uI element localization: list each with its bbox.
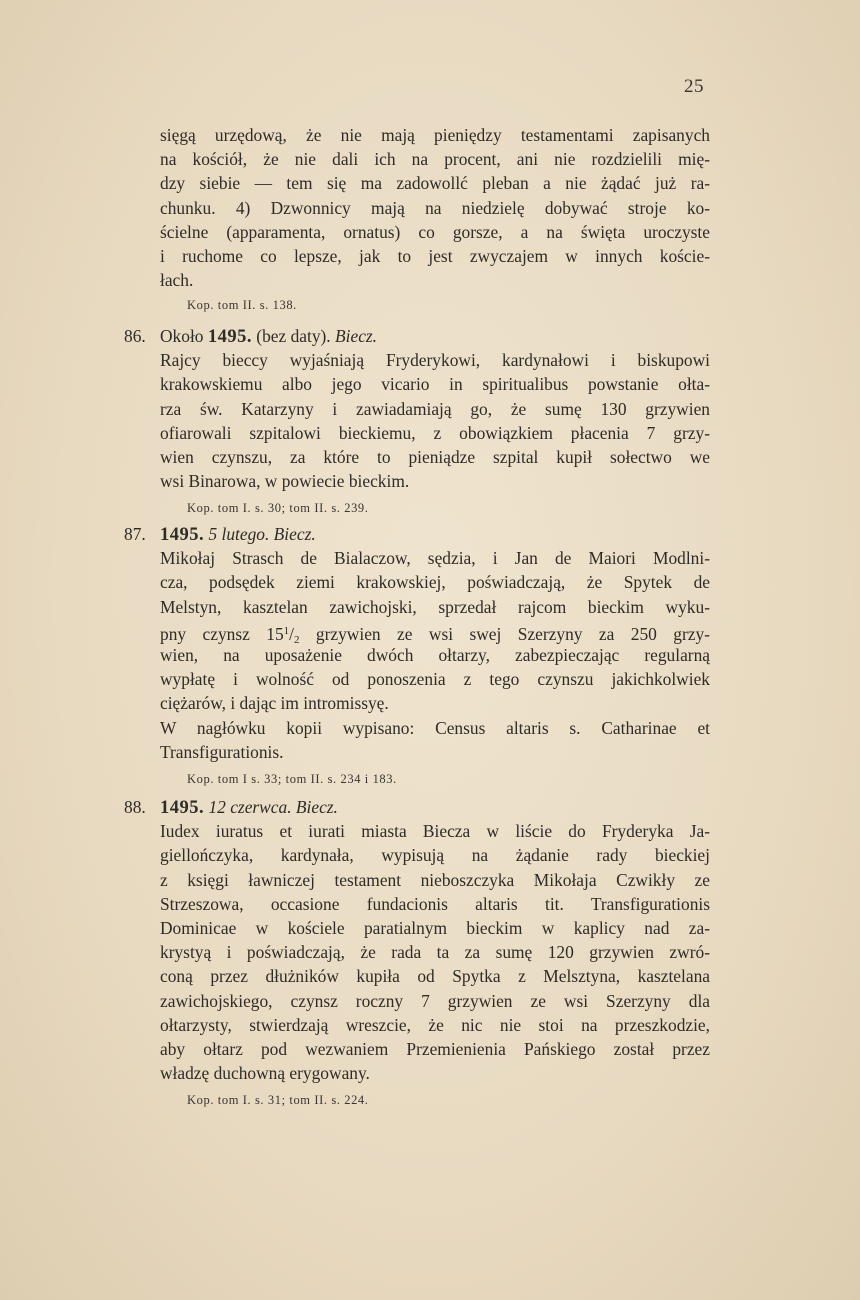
text-line: i ruchome co lepsze, jak to jest zwyczajem w innych koście- [160,245,710,266]
text-line: krystyą i poświadczają, że rada ta za sumę 120 grzywien zwró- [160,942,710,963]
text-line: wsi Binarowa, w powiecie bieckim. [160,471,410,492]
text-line: z księgi ławniczej testament nieboszczyka Mikołaja Czwikły ze [160,869,710,890]
entry-88 [124,795,710,1111]
text-line: Rajcy bieccy wyjaśniają Fryderykowi, kardynałowi i biskupowi [160,350,710,371]
text-line: wien, na uposażenie dwóch ołtarzy, zabezpieczając regularną [160,644,710,665]
entry-year: 1495. [160,525,205,545]
entry-86 [124,324,710,519]
source-citation: Kop. tom I. s. 30; tom II. s. 239. [187,501,369,516]
fraction-numerator: 1 [283,624,290,637]
text-line: W nagłówku kopii wypisano: Census altaris s. Catharinae et [160,717,710,738]
fraction-prefix: pny czynsz 15 [160,623,284,644]
text-line: coną przez dłużników kupiła od Spytka z Melsztyna, kasztelana [160,966,710,987]
text-line: Melstyn, kasztelan zawichojski, sprzedał rajcom bieckim wyku- [160,596,710,617]
text-line: giellończyka, kardynała, wypisują na żądanie rady bieckiej [160,845,710,866]
text-line: dzy siebie — tem się ma zadowollć pleban a nie żądać już ra- [160,173,710,194]
intro-paragraph [160,123,710,316]
entry-year: 1495. [160,798,205,818]
entry-87 [124,522,710,790]
heading-prefix: Około [160,326,208,346]
text-line-fraction: pny czynsz $15^1/_2$ grzywien ze wsi swej Szerzyny za 250 grzy- [160,623,710,646]
text-line: łach. [160,270,194,291]
text-line: ofiarowali szpitalowi bieckiemu, z obowiązkiem płacenia 7 grzy- [160,422,710,443]
heading-note: (bez daty). [251,326,336,346]
entry-heading [124,795,710,819]
text-line: wypłatę i wolność od ponoszenia z tego czynszu jakichkolwiek [160,669,710,690]
text-line: ciężarów, i dając im intromissyę. [160,693,389,714]
page-number: 25 [684,76,704,97]
text-line: władzę duchowną erygowany. [160,1063,370,1084]
text-line: Dominicae w kościele paratialnym bieckim w kaplicy nad za- [160,917,710,938]
text-line: aby ołtarz pod wezwaniem Przemienienia Pańskiego został przez [160,1038,710,1059]
entry-number: 88. [124,797,146,817]
entry-date-place: 5 lutego. Biecz. [204,524,316,544]
text-line: ołtarzysty, stwierdzają wreszcie, że nic nie stoi na przeszkodzie, [160,1014,710,1035]
text-line: cza, podsędek ziemi krakowskiej, poświadczają, że Spytek de [160,572,710,593]
text-line: Transfigurationis. [160,741,284,762]
text-line: rza św. Katarzyny i zawiadamiają go, że sumę 130 grzywien [160,398,710,419]
text-line: sięgą urzędową, że nie mają pieniędzy testamentami zapisanych [160,125,710,145]
source-citation: Kop. tom II. s. 138. [187,298,297,313]
text-line: Mikołaj Strasch de Bialaczow, sędzia, i Jan de Maiori Modlni- [160,548,710,569]
source-citation: Kop. tom I s. 33; tom II. s. 234 i 183. [187,771,397,786]
text-line: ścielne (apparamenta, ornatus) co gorsze, a na święta uroczyste [160,221,710,242]
text-line: krakowskiemu albo jego vicario in spiritualibus powstanie ołta- [160,374,710,395]
entry-year: 1495. [207,327,252,347]
source-citation: Kop. tom I. s. 31; tom II. s. 224. [187,1093,369,1108]
text-line: wien czynszu, za które to pieniądze szpital kupił sołectwo we [160,446,710,467]
text-line: Strzeszowa, occasione fundacionis altaris tit. Transfigurationis [160,893,710,914]
fraction-suffix: grzywien ze wsi swej Szerzyny za 250 grzy- [299,623,710,644]
entry-heading [124,324,710,348]
entry-heading [124,522,710,546]
fraction-denominator: 2 [293,633,300,646]
entry-number: 86. [124,326,146,346]
entry-date-place: 12 czerwca. Biecz. [204,797,338,817]
text-line: Iudex iuratus et iurati miasta Biecza w liście do Fryderyka Ja- [160,821,710,842]
text-line: zawichojskiego, czynsz roczny 7 grzywien ze wsi Szerzyny dla [160,990,710,1011]
entry-number: 87. [124,524,146,544]
entry-place: Biecz. [335,326,378,346]
text-line: chunku. 4) Dzwonnicy mają na niedzielę dobywać stroje ko- [160,197,710,218]
text-line: na kościół, że nie dali ich na procent, ani nie rozdzielili mię- [160,149,710,170]
